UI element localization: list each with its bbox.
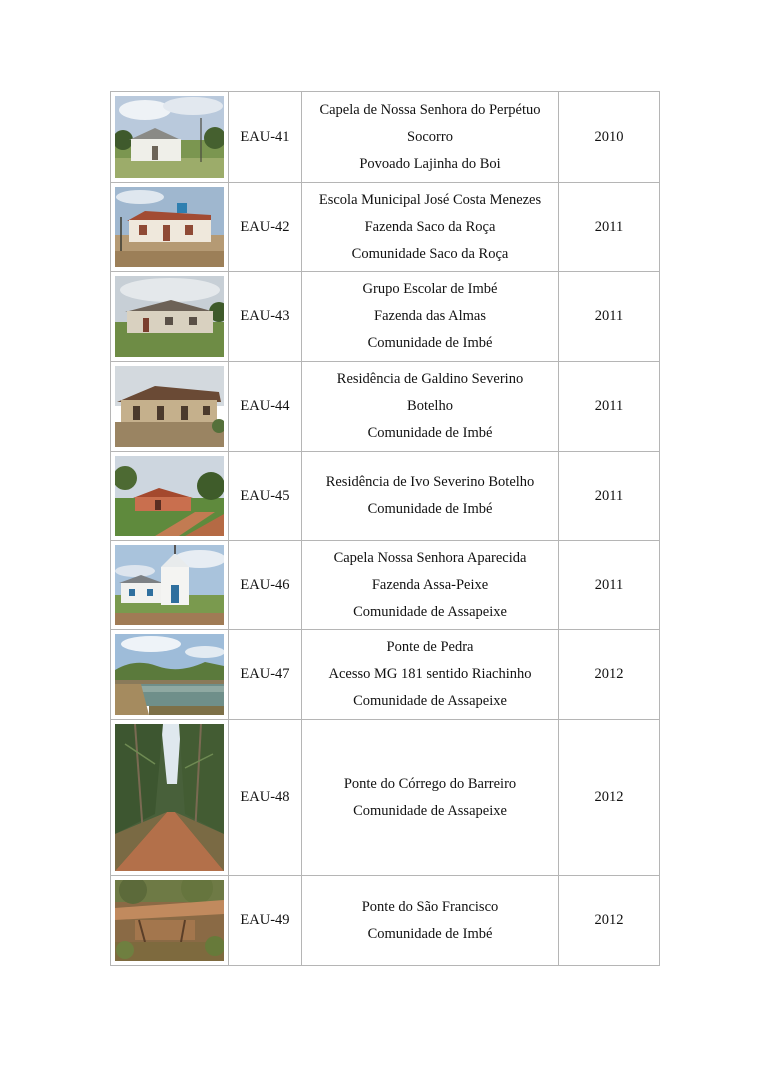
heritage-inventory-table bbox=[110, 91, 660, 966]
table-row bbox=[111, 541, 660, 630]
description-line: Comunidade de Assapeixe bbox=[353, 693, 507, 709]
school-photo bbox=[115, 276, 224, 357]
description-line: Comunidade de Assapeixe bbox=[353, 603, 507, 620]
photo-cell bbox=[111, 630, 229, 720]
description-line: Fazenda das Almas bbox=[374, 308, 486, 324]
table-row bbox=[111, 92, 660, 183]
description-line: Socorro bbox=[407, 128, 453, 145]
description-line: Grupo Escolar de Imbé bbox=[362, 281, 498, 297]
description-line: Comunidade Saco da Roça bbox=[351, 245, 509, 262]
item-code: EAU-45 bbox=[229, 452, 302, 541]
item-code: EAU-44 bbox=[229, 362, 302, 452]
description-line: Comunidade de Imbé bbox=[367, 501, 493, 517]
photo-cell bbox=[111, 541, 229, 630]
item-code: EAU-41 bbox=[229, 92, 302, 183]
item-year: 2011 bbox=[559, 272, 660, 362]
item-description bbox=[302, 452, 559, 541]
item-description bbox=[302, 92, 559, 183]
item-description bbox=[302, 876, 559, 966]
description-line: Botelho bbox=[407, 398, 453, 414]
dirt-road-photo bbox=[115, 724, 224, 871]
item-year: 2011 bbox=[559, 452, 660, 541]
chapel-photo bbox=[115, 96, 224, 178]
item-description bbox=[302, 630, 559, 720]
item-year: 2011 bbox=[559, 183, 660, 272]
item-code: EAU-47 bbox=[229, 630, 302, 720]
description-line: Povoado Lajinha do Boi bbox=[359, 155, 501, 172]
photo-cell bbox=[111, 876, 229, 966]
table-row bbox=[111, 272, 660, 362]
description-line: Capela Nossa Senhora Aparecida bbox=[333, 549, 527, 566]
photo-cell bbox=[111, 720, 229, 876]
item-description bbox=[302, 272, 559, 362]
table-row bbox=[111, 630, 660, 720]
description-line: Ponte de Pedra bbox=[386, 639, 474, 655]
description-line: Acesso MG 181 sentido Riachinho bbox=[328, 666, 532, 682]
item-code: EAU-46 bbox=[229, 541, 302, 630]
description-line: Ponte do Córrego do Barreiro bbox=[343, 775, 517, 792]
item-year: 2012 bbox=[559, 876, 660, 966]
table-row bbox=[111, 452, 660, 541]
table-row bbox=[111, 876, 660, 966]
item-code: EAU-48 bbox=[229, 720, 302, 876]
description-line: Residência de Galdino Severino bbox=[336, 371, 524, 387]
description-line: Comunidade de Imbé bbox=[367, 425, 493, 441]
description-line: Comunidade de Assapeixe bbox=[353, 802, 507, 819]
table-row bbox=[111, 720, 660, 876]
item-year: 2012 bbox=[559, 720, 660, 876]
residence-photo bbox=[115, 456, 224, 536]
item-code: EAU-49 bbox=[229, 876, 302, 966]
description-line: Residência de Ivo Severino Botelho bbox=[325, 474, 535, 490]
photo-cell bbox=[111, 183, 229, 272]
table-row bbox=[111, 183, 660, 272]
bridge-photo bbox=[115, 880, 224, 961]
description-line: Fazenda Saco da Roça bbox=[364, 218, 496, 235]
residence-photo bbox=[115, 366, 224, 447]
table-row bbox=[111, 362, 660, 452]
item-code: EAU-42 bbox=[229, 183, 302, 272]
item-description bbox=[302, 720, 559, 876]
photo-cell bbox=[111, 272, 229, 362]
school-photo bbox=[115, 187, 224, 267]
photo-cell bbox=[111, 452, 229, 541]
description-line: Escola Municipal José Costa Menezes bbox=[318, 191, 542, 208]
photo-cell bbox=[111, 362, 229, 452]
item-year: 2012 bbox=[559, 630, 660, 720]
item-description bbox=[302, 183, 559, 272]
item-code: EAU-43 bbox=[229, 272, 302, 362]
description-line: Comunidade de Imbé bbox=[367, 335, 493, 351]
item-year: 2011 bbox=[559, 362, 660, 452]
item-year: 2011 bbox=[559, 541, 660, 630]
item-description bbox=[302, 541, 559, 630]
description-line: Ponte do São Francisco bbox=[361, 898, 499, 915]
item-year: 2010 bbox=[559, 92, 660, 183]
description-line: Comunidade de Imbé bbox=[367, 925, 493, 942]
river-photo bbox=[115, 634, 224, 715]
photo-cell bbox=[111, 92, 229, 183]
description-line: Capela de Nossa Senhora do Perpétuo bbox=[319, 101, 541, 118]
description-line: Fazenda Assa-Peixe bbox=[371, 576, 489, 593]
chapel-photo bbox=[115, 545, 224, 625]
item-description bbox=[302, 362, 559, 452]
